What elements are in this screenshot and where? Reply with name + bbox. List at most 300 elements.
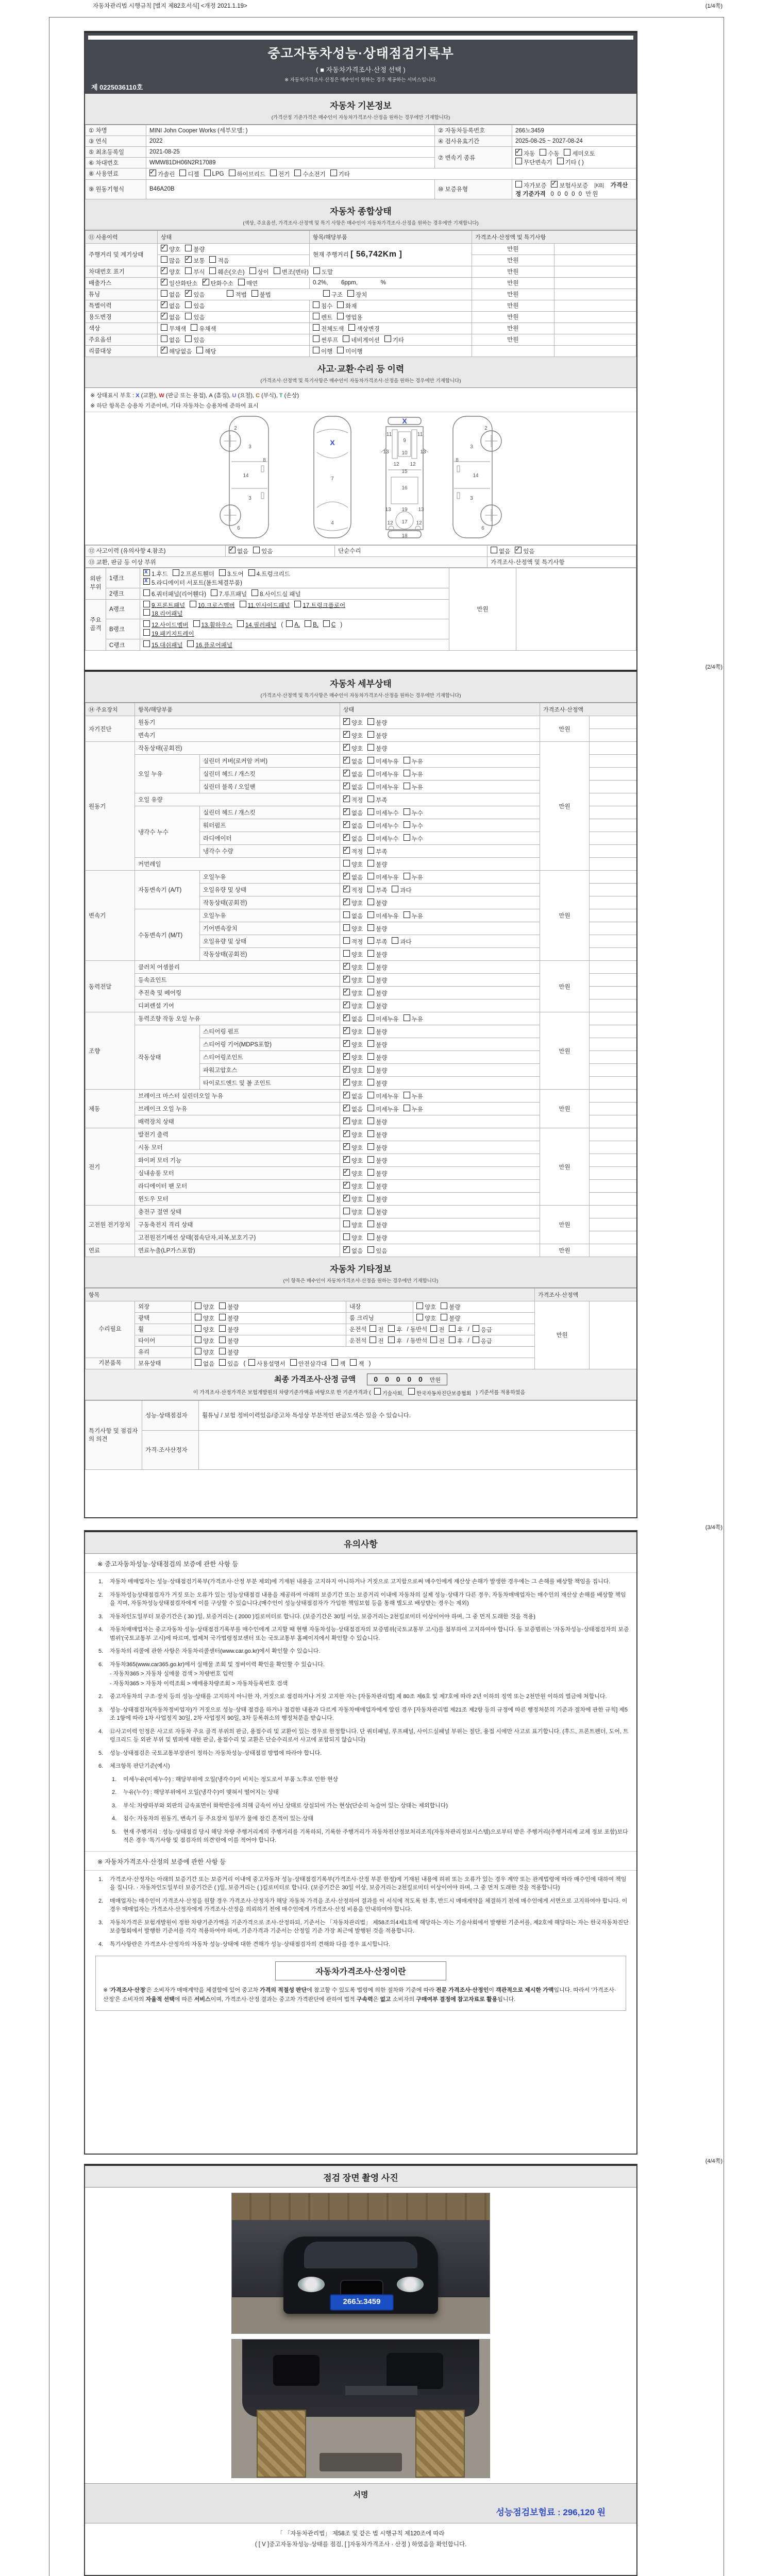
note-cell[interactable] bbox=[590, 909, 638, 922]
note-cell[interactable] bbox=[590, 1064, 638, 1077]
checkbox-option[interactable]: 14.필러패널 bbox=[237, 620, 276, 629]
checkbox-option[interactable]: 있음 bbox=[185, 335, 205, 344]
checkbox-option[interactable]: 잭 bbox=[331, 1359, 345, 1368]
checkbox-option[interactable]: ✓ 양호 bbox=[343, 1143, 363, 1152]
checkbox-option[interactable]: 적법 bbox=[227, 290, 246, 299]
checkbox-option[interactable]: 네비게이션 bbox=[343, 335, 380, 344]
checkbox-option[interactable]: 무단변속기 bbox=[515, 158, 552, 166]
checkbox-option[interactable]: 미세누유 bbox=[367, 1105, 398, 1113]
checkbox-option[interactable]: ✓ 없음 bbox=[343, 1092, 363, 1100]
checkbox-option[interactable]: 불량 bbox=[367, 1208, 387, 1216]
checkbox-option[interactable]: 있음 bbox=[367, 1246, 387, 1255]
checkbox-option[interactable]: 부족 bbox=[367, 886, 387, 894]
checkbox-option[interactable]: 불량 bbox=[367, 1143, 387, 1152]
checkbox-option[interactable]: 10.크로스멤버 bbox=[190, 601, 235, 609]
checkbox-option[interactable]: x1.후드 bbox=[143, 569, 168, 578]
checkbox-option[interactable]: 미세누유 bbox=[367, 757, 398, 766]
notice-item: 1. 가격조사·산정자는 아래의 보증기간 또는 보증거리 이내에 중고자동차 성능·상태점검기록부(가격조사·산정 부분 한정)에 기재된 내용에 허위 또는 오류가 있는 경우 계약 또는 관계법령에 따라 매수인에 대하여 책임을 집니다. · 자동차인도일부터 보증기간은 ( )일, 보증거리는 ( )킬로미터로 합니다. (보증기간은 30일 이상, 보증거리는 2천킬로미터 이상이어야 하며, 그 중 먼저 도래한 것을 적용합니다) bbox=[98, 1876, 627, 1891]
checkbox-option[interactable]: 해당 bbox=[196, 347, 216, 355]
checkbox-option[interactable]: ✓ 양호 bbox=[343, 1053, 363, 1062]
checkbox-option[interactable]: 불량 bbox=[367, 976, 387, 985]
checkbox-option[interactable]: 불량 bbox=[367, 1156, 387, 1165]
appraiser-comment[interactable] bbox=[199, 1430, 636, 1469]
checkbox-option[interactable]: 미세누수 bbox=[367, 834, 398, 843]
checkbox-option[interactable]: 불량 bbox=[367, 950, 387, 959]
device-group-label: 조향 bbox=[86, 1012, 135, 1090]
checkbox-option[interactable]: 누수 bbox=[404, 834, 423, 843]
checkbox-option[interactable]: 불량 bbox=[367, 1169, 387, 1178]
note-cell[interactable] bbox=[590, 935, 638, 948]
checkbox-option[interactable]: ✓ 양호 bbox=[343, 1040, 363, 1049]
inspector-comment[interactable]: 휠튜닝 / 보험 정비이력있음/중고차 특성상 부분적인 판금도색은 있을 수 있습니다. bbox=[199, 1400, 636, 1430]
checkbox-option[interactable]: 15.대쉬패널 bbox=[143, 640, 182, 649]
checkbox-option[interactable]: 썬루프 bbox=[313, 335, 338, 344]
checkbox-option[interactable]: 양호 bbox=[195, 1302, 214, 1311]
checkbox-option[interactable]: 누수 bbox=[404, 808, 423, 817]
note-cell[interactable] bbox=[590, 999, 638, 1012]
checkbox-option[interactable]: 불량 bbox=[219, 1302, 239, 1311]
note-cell[interactable] bbox=[590, 716, 638, 729]
checkbox-option[interactable]: 화재 bbox=[337, 301, 357, 310]
checkbox-option[interactable]: 전체도색 bbox=[313, 324, 344, 333]
note-cell[interactable] bbox=[590, 974, 638, 987]
checkbox-option[interactable]: ✓ 있음 bbox=[185, 290, 205, 299]
status-options bbox=[340, 1167, 540, 1180]
checkbox-option[interactable]: 부족 bbox=[367, 937, 387, 946]
checkbox-option[interactable]: ✓ 없음 bbox=[343, 783, 363, 791]
notice-item: - 자동차365 > 자동차 이력조회 > 매매용차량조회 > 자동차등록번호 검색 bbox=[110, 1680, 288, 1687]
notice-item: 3. 자동차가격은 보험개발원이 정한 차량기준가액을 기준가격으로 조사·산정하되, 기준서는 「자동차관리법」 제58조의4제1호에 해당하는 자는 기술사회에서 발행한 기준서를, 제2호에 해당하는 자는 한국자동차진단보증협회에서 발행한 기준서를 각각 적용하여야 하며, 기준가격과 기준서는 산정일 기준 가장 최근에 발행된 것을 적용합니다. bbox=[98, 1919, 629, 1934]
checkbox-option[interactable]: ✓ 양호 bbox=[343, 1066, 363, 1075]
checkbox-option[interactable]: 전 bbox=[430, 1325, 444, 1334]
checkbox-option[interactable]: ✓ 없음 bbox=[161, 313, 180, 321]
overall-state-table bbox=[85, 230, 636, 357]
notice-item: 6. 자동차365(www.car365.go.kr)에서 실매물 조회 및 정비이력 확인을 확인할 수 있습니다. bbox=[98, 1661, 325, 1668]
note-cell[interactable] bbox=[590, 1012, 638, 1025]
note-cell[interactable] bbox=[590, 858, 638, 871]
checkbox-option[interactable]: 있음 bbox=[185, 313, 205, 321]
price-cell: 만원 bbox=[472, 289, 554, 300]
checkbox-option[interactable]: 19.패키지트레이 bbox=[143, 629, 194, 638]
checkbox-option[interactable]: ✓ 양호 bbox=[343, 1182, 363, 1191]
checkbox-option[interactable]: ✓ 없음 bbox=[343, 873, 363, 882]
checkbox-option[interactable]: ✓ 양호 bbox=[343, 718, 363, 727]
note-cell[interactable] bbox=[590, 1301, 637, 1369]
note-cell[interactable] bbox=[590, 729, 638, 742]
checkbox-option[interactable]: 불량 bbox=[367, 1027, 387, 1036]
checkbox-option[interactable]: 미세누유 bbox=[367, 1014, 398, 1023]
confirmation-text bbox=[85, 2523, 636, 2550]
checkbox-option[interactable]: 누유 bbox=[404, 911, 423, 920]
checkbox-option[interactable]: 매연 bbox=[238, 279, 258, 287]
checkbox-option[interactable]: 도말 bbox=[313, 267, 333, 276]
checkbox-option[interactable]: 훼손(오손) bbox=[209, 267, 244, 276]
checkbox-option[interactable]: 17.트렁크플로어 bbox=[294, 601, 345, 609]
checkbox-option[interactable]: 전 bbox=[369, 1325, 383, 1334]
checkbox-option[interactable]: 불량 bbox=[367, 860, 387, 869]
note-cell[interactable] bbox=[590, 1244, 638, 1257]
checkbox-option[interactable]: 후 bbox=[449, 1336, 463, 1345]
legend-code: A bbox=[209, 392, 214, 399]
checkbox-option[interactable]: ✓ 없음 bbox=[343, 770, 363, 778]
checkbox-option[interactable]: ✓ 양호 bbox=[343, 1130, 363, 1139]
checkbox-option[interactable]: ✓ 있음 bbox=[515, 547, 534, 555]
checkbox-option[interactable]: 누유 bbox=[404, 783, 423, 791]
checkbox-option[interactable]: ✓ 양호 bbox=[343, 1117, 363, 1126]
checkbox-option[interactable]: ✓ 양호 bbox=[343, 989, 363, 997]
checkbox-option[interactable]: 양호 bbox=[416, 1314, 436, 1323]
checkbox-option[interactable]: ✓ 가솔린 bbox=[149, 170, 175, 178]
note-cell[interactable] bbox=[590, 742, 638, 755]
checkbox-option[interactable]: 후 bbox=[388, 1336, 402, 1345]
lift-ramp-right bbox=[415, 2410, 465, 2478]
checkbox-option[interactable]: 적음 bbox=[209, 256, 229, 265]
note-cell[interactable] bbox=[590, 1218, 638, 1231]
checkbox-option[interactable]: ✓ 보통 bbox=[185, 256, 205, 265]
checkbox-option[interactable]: 12.사이드멤버 bbox=[143, 620, 189, 629]
checkbox-option[interactable]: 불량 bbox=[367, 1002, 387, 1010]
note-cell[interactable] bbox=[590, 884, 638, 896]
checkbox-option[interactable]: ✓ 양호 bbox=[343, 1079, 363, 1088]
checkbox-option[interactable]: 불량 bbox=[367, 1040, 387, 1049]
checkbox-option[interactable]: 불량 bbox=[367, 1053, 387, 1062]
checkbox-option[interactable]: 불량 bbox=[441, 1314, 460, 1323]
note-cell[interactable] bbox=[590, 1077, 638, 1090]
checkbox-option[interactable]: 전 bbox=[430, 1336, 444, 1345]
checkbox-option[interactable]: 응급 bbox=[473, 1325, 492, 1334]
note-cell[interactable] bbox=[590, 832, 638, 845]
section-title: 자동차 기본정보 bbox=[330, 101, 392, 111]
option-text: 이 가격조사·산정가격은 보험개발원의 차량기준가액을 바탕으로 한 기준가격과 ( bbox=[193, 1389, 371, 1396]
checkbox-option[interactable]: 불법 bbox=[251, 290, 271, 299]
checkbox-option[interactable]: 렌트 bbox=[313, 313, 332, 321]
checkbox-option[interactable]: ✓ 양호 bbox=[343, 899, 363, 907]
checkbox-option[interactable]: 미세누유 bbox=[367, 783, 398, 791]
checkbox-option[interactable]: 부식 bbox=[185, 267, 205, 276]
checkbox-option[interactable]: ✓ 양호 bbox=[343, 744, 363, 753]
checkbox-option[interactable]: 16.플로어패널 bbox=[187, 640, 232, 649]
checkbox-option[interactable]: 불량 bbox=[219, 1325, 239, 1334]
checkbox-option[interactable]: ✓자동 bbox=[515, 149, 535, 158]
checkbox-option[interactable]: 영업용 bbox=[337, 313, 362, 321]
note-cell[interactable] bbox=[590, 1193, 638, 1206]
note-cell[interactable] bbox=[516, 568, 636, 651]
checkbox-option[interactable]: ✓ 적정 bbox=[343, 795, 363, 804]
checkbox-option[interactable]: 기술사회, bbox=[374, 1388, 404, 1397]
checkbox-option[interactable]: 잭 bbox=[350, 1359, 364, 1368]
notice-item: - 자동차365 > 자동차 실매물 검색 > 차량번호 입력 bbox=[110, 1671, 233, 1677]
checkbox-option[interactable]: 부족 bbox=[367, 847, 387, 856]
checkbox-option[interactable]: ✓ 양호 bbox=[343, 1027, 363, 1036]
checkbox-option[interactable]: 누유 bbox=[404, 1014, 423, 1023]
checkbox-option[interactable]: ✓ 양호 bbox=[343, 1002, 363, 1010]
checkbox-option[interactable]: 9.프론트패널 bbox=[143, 601, 185, 609]
checkbox-option[interactable]: ✓ 없음 bbox=[343, 1014, 363, 1023]
checkbox-option[interactable]: 불량 bbox=[367, 1066, 387, 1075]
svg-text:12: 12 bbox=[393, 461, 399, 467]
checkbox-option[interactable]: 한국자동차진단보증협회 bbox=[408, 1388, 471, 1397]
checkbox-option[interactable]: ✓ 양호 bbox=[343, 963, 363, 972]
item-label: 냉각수 누수 bbox=[135, 806, 200, 858]
diagram-side-left bbox=[220, 416, 268, 538]
note-cell[interactable] bbox=[590, 806, 638, 819]
checkbox-option[interactable]: 불량 bbox=[367, 1221, 387, 1229]
note-cell[interactable] bbox=[590, 1025, 638, 1038]
checkbox-option[interactable]: 불량 bbox=[219, 1336, 239, 1345]
checkbox-option[interactable]: 3.도어 bbox=[219, 569, 244, 578]
note-cell[interactable] bbox=[590, 1115, 638, 1128]
checkbox-option[interactable]: 불량 bbox=[367, 718, 387, 727]
checkbox-option[interactable]: 누유 bbox=[404, 757, 423, 766]
checkbox-option[interactable]: 13.휠하우스 bbox=[193, 620, 232, 629]
checkbox-option[interactable]: 누유 bbox=[404, 1105, 423, 1113]
note-cell[interactable] bbox=[590, 987, 638, 999]
checkbox-option[interactable]: 양호 bbox=[416, 1302, 436, 1311]
checkbox-option[interactable]: ✓ 없음 bbox=[161, 301, 180, 310]
note-cell[interactable] bbox=[590, 896, 638, 909]
note-cell[interactable] bbox=[590, 948, 638, 961]
checkbox-option[interactable]: 기타 ( ) bbox=[557, 158, 584, 166]
checkbox-option[interactable]: 양호 bbox=[343, 1233, 363, 1242]
sub-item-label: 스티어링조인트 bbox=[200, 1051, 340, 1064]
checkbox-option[interactable]: 세미오토 bbox=[564, 149, 595, 158]
checkbox-option[interactable]: ✓ 없음 bbox=[343, 821, 363, 830]
checkbox-option[interactable]: ✓ 없음 bbox=[343, 757, 363, 766]
note-cell[interactable] bbox=[554, 345, 636, 357]
note-cell[interactable] bbox=[590, 1103, 638, 1115]
checkbox-option[interactable]: 불량 bbox=[367, 989, 387, 997]
checkbox-option[interactable]: 응급 bbox=[473, 1336, 492, 1345]
note-cell[interactable] bbox=[590, 1180, 638, 1193]
svg-text:3: 3 bbox=[248, 495, 251, 501]
checkbox-option[interactable]: 사용설명서 bbox=[248, 1359, 285, 1368]
checkbox-option[interactable]: C bbox=[323, 620, 335, 628]
checkbox-option[interactable]: 전 bbox=[369, 1336, 383, 1345]
checkbox-option[interactable]: LPG bbox=[204, 170, 224, 177]
checkbox-option[interactable]: 양호 bbox=[195, 1336, 214, 1345]
checkbox-option[interactable]: 불량 bbox=[367, 1079, 387, 1088]
checkbox-option[interactable]: ✓ 양호 bbox=[343, 1156, 363, 1165]
checkbox-option[interactable]: 11.인사이드패널 bbox=[240, 601, 290, 609]
note-cell[interactable] bbox=[590, 922, 638, 935]
checkbox-option[interactable]: 유채색 bbox=[191, 324, 216, 333]
note-cell[interactable] bbox=[590, 1206, 638, 1218]
checkbox-option[interactable]: 불량 bbox=[219, 1348, 239, 1357]
headlight-right bbox=[397, 2277, 424, 2292]
note-cell[interactable] bbox=[554, 277, 636, 289]
checkbox-option[interactable]: 미세누유 bbox=[367, 911, 398, 920]
checkbox-option[interactable]: 구조 bbox=[323, 290, 343, 299]
note-cell[interactable] bbox=[590, 1231, 638, 1244]
checkbox-option[interactable]: 양호 bbox=[195, 1348, 214, 1357]
checkbox-option[interactable]: ✓양호 bbox=[161, 245, 180, 253]
checkbox-option[interactable]: 있음 bbox=[219, 1359, 239, 1368]
note-cell[interactable] bbox=[590, 1090, 638, 1103]
checkbox-option[interactable]: 없음 bbox=[195, 1359, 214, 1368]
checkbox-option[interactable]: 안전삼각대 bbox=[290, 1359, 327, 1368]
checkbox-option[interactable]: 미세누유 bbox=[367, 770, 398, 778]
checkbox-option[interactable]: 4.트렁크리드 bbox=[248, 569, 290, 578]
note-cell[interactable] bbox=[554, 323, 636, 334]
checkbox-option[interactable]: ✓ 적정 bbox=[343, 886, 363, 894]
checkbox-option[interactable]: B, bbox=[305, 620, 318, 628]
sub-item-label: 냉각수 수량 bbox=[200, 845, 340, 858]
checkbox-option[interactable]: 누유 bbox=[404, 1092, 423, 1100]
checkbox-option[interactable]: 불량 bbox=[367, 1130, 387, 1139]
checkbox-option[interactable]: 양호 bbox=[195, 1314, 214, 1323]
checkbox-option[interactable]: 양호 bbox=[343, 924, 363, 933]
note-cell[interactable] bbox=[554, 243, 636, 255]
checkbox-option[interactable]: 많음 bbox=[161, 256, 180, 265]
checkbox-option[interactable]: 수소전기 bbox=[294, 170, 325, 178]
checkbox-option[interactable]: 미이행 bbox=[337, 347, 362, 355]
checkbox-option[interactable]: 없음 bbox=[343, 911, 363, 920]
checkbox-option[interactable]: 변조(변타) bbox=[274, 267, 309, 276]
checkbox-option[interactable]: 전기 bbox=[270, 170, 290, 178]
checkbox-option[interactable]: 6.쿼터패널(리어휀다) bbox=[143, 589, 206, 598]
checkbox-option[interactable]: 수동 bbox=[540, 149, 559, 158]
checkbox-option[interactable]: 후 bbox=[388, 1325, 402, 1334]
note-cell[interactable] bbox=[554, 289, 636, 300]
underbody-part bbox=[386, 2353, 443, 2389]
checkbox-option[interactable]: 미세누유 bbox=[367, 1092, 398, 1100]
checkbox-option[interactable]: 양호 bbox=[343, 950, 363, 959]
checkbox-option[interactable]: 무채색 bbox=[161, 324, 186, 333]
svg-text:19: 19 bbox=[401, 506, 408, 513]
note-cell[interactable] bbox=[554, 311, 636, 323]
checkbox-option[interactable]: ✓ 없음 bbox=[343, 1246, 363, 1255]
price-cell: 만원 bbox=[472, 311, 554, 323]
checkbox-option[interactable]: 불량 bbox=[441, 1302, 460, 1311]
checkbox-option[interactable]: 누유 bbox=[404, 873, 423, 882]
checkbox-option[interactable]: 장치 bbox=[347, 290, 367, 299]
checkbox-option[interactable]: 불량 bbox=[367, 899, 387, 907]
color-options bbox=[158, 323, 310, 334]
note-cell[interactable] bbox=[590, 793, 638, 806]
checkbox-option[interactable]: 과다 bbox=[392, 937, 411, 946]
checkbox-option[interactable]: 과다 bbox=[392, 886, 411, 894]
note-cell[interactable] bbox=[554, 300, 636, 311]
checkbox-option[interactable]: 있음 bbox=[253, 547, 273, 555]
price-cell: 만원 bbox=[472, 323, 554, 334]
checkbox-option[interactable]: 8.사이드실 패널 bbox=[251, 589, 300, 598]
checkbox-option[interactable]: 7.루프패널 bbox=[211, 589, 247, 598]
checkbox-option[interactable]: 미세누유 bbox=[367, 873, 398, 882]
checkbox-option[interactable]: 18.리어패널 bbox=[143, 609, 182, 618]
note-cell[interactable] bbox=[590, 1128, 638, 1141]
checkbox-option[interactable]: ✓ 탄화수소 bbox=[203, 279, 233, 287]
checkbox-option[interactable]: 미세누수 bbox=[367, 808, 398, 817]
checkbox-option[interactable]: 누수 bbox=[404, 821, 423, 830]
note-cell[interactable] bbox=[590, 1038, 638, 1051]
checkbox-option[interactable]: 미세누수 bbox=[367, 821, 398, 830]
price-cell: 만원 bbox=[535, 1301, 590, 1369]
checkbox-option[interactable]: 양호 bbox=[343, 1208, 363, 1216]
checkbox-option[interactable]: ✓ 양호 bbox=[343, 1169, 363, 1178]
note-cell[interactable] bbox=[554, 266, 636, 277]
checkbox-option[interactable]: 불량 bbox=[367, 744, 387, 753]
checkbox-option[interactable]: ✓ 적정 bbox=[343, 847, 363, 856]
checkbox-option[interactable]: ✓ 없음 bbox=[343, 834, 363, 843]
svg-text:X: X bbox=[402, 416, 407, 425]
checkbox-option[interactable]: 불량 bbox=[367, 1117, 387, 1126]
checkbox-option[interactable]: 없음 bbox=[491, 547, 510, 555]
checkbox-option[interactable]: 2.프론트휀더 bbox=[173, 569, 214, 578]
checkbox-option[interactable]: 기타 bbox=[330, 170, 350, 178]
simple-repair-options bbox=[488, 545, 636, 556]
checkbox-option[interactable]: ✓ 없음 bbox=[343, 1105, 363, 1113]
checkbox-option[interactable]: ✓ 양호 bbox=[161, 267, 180, 276]
checkbox-option[interactable]: 기타 bbox=[384, 335, 404, 344]
checkbox-option[interactable]: 양호 bbox=[343, 1221, 363, 1229]
checkbox-option[interactable]: 불량 bbox=[219, 1314, 239, 1323]
checkbox-option[interactable]: 누유 bbox=[404, 770, 423, 778]
checkbox-option[interactable]: 불량 bbox=[367, 1195, 387, 1204]
checkbox-option[interactable]: 부족 bbox=[367, 795, 387, 804]
checkbox-option[interactable]: 후 bbox=[449, 1325, 463, 1334]
checkbox-option[interactable]: 불량 bbox=[367, 1233, 387, 1242]
note-cell[interactable] bbox=[590, 768, 638, 781]
checkbox-option[interactable]: 이행 bbox=[313, 347, 332, 355]
note-cell[interactable] bbox=[590, 1167, 638, 1180]
note-cell[interactable] bbox=[554, 334, 636, 345]
note-cell[interactable] bbox=[590, 819, 638, 832]
checkbox-option[interactable]: ✓ 없음 bbox=[229, 547, 248, 555]
checkbox-option[interactable]: 하이브리드 bbox=[229, 170, 266, 178]
checkbox-option[interactable]: ✓ 보험사보증 bbox=[551, 181, 588, 190]
checkbox-option[interactable]: 불량 bbox=[367, 1182, 387, 1191]
checkbox-option[interactable]: 디젤 bbox=[179, 170, 199, 178]
note-cell[interactable] bbox=[590, 1051, 638, 1064]
checkbox-option[interactable]: 침수 bbox=[313, 301, 332, 310]
note-cell[interactable] bbox=[590, 755, 638, 768]
checkbox-option[interactable]: ✓ 양호 bbox=[343, 731, 363, 740]
checkbox-option[interactable]: 없음 bbox=[161, 290, 180, 299]
status-options bbox=[340, 742, 540, 755]
checkbox-option[interactable]: ✓ 없음 bbox=[343, 808, 363, 817]
checkbox-option[interactable]: 불량 bbox=[185, 245, 205, 253]
checkbox-option[interactable]: 불량 bbox=[367, 963, 387, 972]
checkbox-option[interactable]: 양호 bbox=[195, 1325, 214, 1334]
checkbox-option[interactable]: 적정 bbox=[343, 937, 363, 946]
checkbox-option[interactable]: ✓ 양호 bbox=[343, 976, 363, 985]
note-cell[interactable] bbox=[590, 1154, 638, 1167]
checkbox-option[interactable]: 없음 bbox=[161, 335, 180, 344]
paragraph-segment: 서비스 bbox=[194, 1996, 211, 2003]
checkbox-option[interactable]: 양호 bbox=[343, 860, 363, 869]
note-cell[interactable] bbox=[590, 845, 638, 858]
checkbox-option[interactable]: ✓ 일산화탄소 bbox=[161, 279, 198, 287]
checkbox-option[interactable]: 불량 bbox=[367, 924, 387, 933]
checkbox-option[interactable]: 색상변경 bbox=[348, 324, 379, 333]
checkbox-option[interactable]: 자가보증 bbox=[515, 181, 546, 190]
checkbox-option[interactable]: x5.라디에이터 서포트(볼트체결부품) bbox=[143, 578, 242, 587]
note-cell[interactable] bbox=[590, 781, 638, 793]
checkbox-option[interactable]: 상이 bbox=[249, 267, 269, 276]
checkbox-option[interactable]: ✓ 양호 bbox=[343, 1195, 363, 1204]
checkbox-option[interactable]: 있음 bbox=[185, 301, 205, 310]
note-cell[interactable] bbox=[590, 1141, 638, 1154]
note-cell[interactable] bbox=[590, 871, 638, 884]
checkbox-option[interactable]: 불량 bbox=[367, 731, 387, 740]
status-options bbox=[340, 806, 540, 819]
detail-row bbox=[86, 1128, 638, 1141]
sub-item-label: 오일유량 및 상태 bbox=[200, 884, 340, 896]
note-cell[interactable] bbox=[590, 961, 638, 974]
note-cell[interactable] bbox=[554, 255, 636, 266]
checkbox-option[interactable]: ✓ 해당없음 bbox=[161, 347, 192, 355]
checkbox-option[interactable]: A, bbox=[286, 620, 300, 628]
